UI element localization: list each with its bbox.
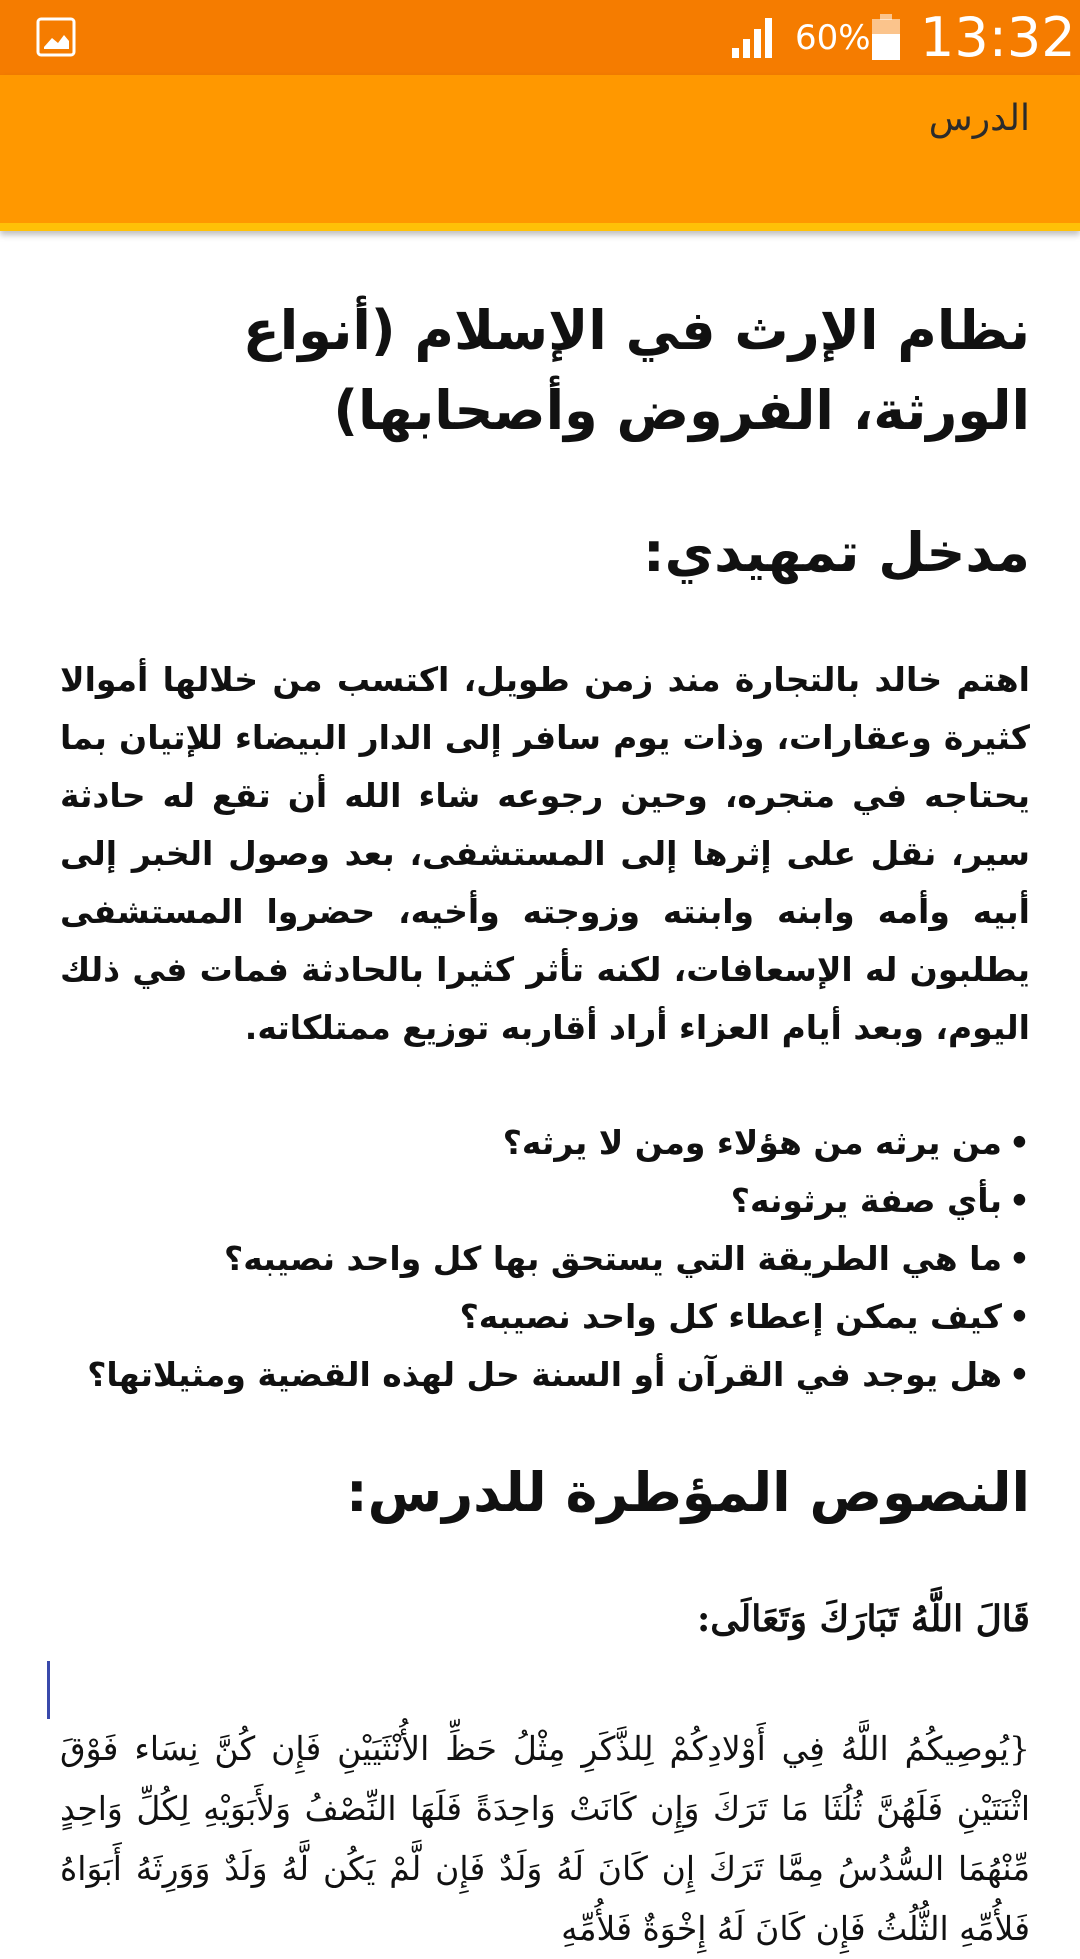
toolbar-accent-strip <box>0 223 1080 231</box>
question-text: هل يوجد في القرآن أو السنة حل لهذه القضية ومثيلاتها؟ <box>87 1355 1002 1394</box>
question-item <box>60 1346 1030 1404</box>
battery-percent: 60% <box>795 18 871 58</box>
status-bar <box>0 0 1080 75</box>
bullet: • <box>1008 1355 1030 1394</box>
battery-icon <box>870 12 902 62</box>
question-item <box>60 1114 1030 1172</box>
text-cursor <box>47 1661 50 1719</box>
app-toolbar <box>0 75 1080 231</box>
question-item <box>60 1288 1030 1346</box>
intro-heading: مدخل تمهيدي: <box>643 521 1030 584</box>
bullet: • <box>1008 1123 1030 1162</box>
intro-paragraph: اهتم خالد بالتجارة مند زمن طويل، اكتسب من خلالها أموالا كثيرة وعقارات، وذات يوم سافر إلى الدار البيضاء للإتيان بما يحتاجه في متجره، وحين رجوعه شاء الله أن تقع له حادثة سير، نقل على إثرها إلى المستشفى، بعد وصول الخبر إلى أبيه وأمه وابنه وابنته وزوجته وأخيه، حضروا المستشفى يطلبون له الإسعافات، لكنه تأثر كثيرا بالحادثة فمات في ذلك اليوم، وبعد أيام العزاء أراد أقاربه توزيع ممتلكاته. <box>60 660 1030 1047</box>
texts-heading: النصوص المؤطرة للدرس: <box>345 1461 1030 1524</box>
bullet: • <box>1008 1239 1030 1278</box>
question-item <box>60 1230 1030 1288</box>
signal-icon <box>730 14 778 60</box>
question-text: كيف يمكن إعطاء كل واحد نصيبه؟ <box>459 1297 1002 1336</box>
question-item <box>60 1172 1030 1230</box>
bullet: • <box>1008 1297 1030 1336</box>
quran-intro-line: قَالَ اللَّهُ تَبَارَكَ وَتَعَالَى: <box>696 1598 1030 1640</box>
question-text: ما هي الطريقة التي يستحق بها كل واحد نصيبه؟ <box>224 1239 1002 1278</box>
question-text: بأي صفة يرثونه؟ <box>730 1181 1002 1220</box>
toolbar-title: الدرس <box>928 98 1030 139</box>
question-text: من يرثه من هؤلاء ومن لا يرثه؟ <box>502 1123 1002 1162</box>
status-time: 13:32 <box>920 6 1076 69</box>
lesson-content[interactable] <box>0 231 1080 1948</box>
gallery-icon <box>36 17 76 57</box>
quran-verse: {يُوصِيكُمُ اللَّهُ فِي أَوْلادِكُمْ لِلذَّكَرِ مِثْلُ حَظِّ الأُنْثَيَيْنِ فَإِن كُنَّ نِسَاء فَوْقَ اثْنَتَيْنِ فَلَهُنَّ ثُلُثَا مَا تَرَكَ وَإِن كَانَتْ وَاحِدَةً فَلَهَا النِّصْفُ وَلأَبَوَيْهِ لِكُلِّ وَاحِدٍ مِّنْهُمَا السُّدُسُ مِمَّا تَرَكَ إِن كَانَ لَهُ وَلَدٌ فَإِن لَّمْ يَكُن لَّهُ وَلَدٌ وَوَرِثَهُ أَبَوَاهُ فَلأُمِّهِ الثُّلُثُ فَإِن كَانَ لَهُ إِخْوَةٌ فَلأُمِّهِ <box>60 1729 1030 1948</box>
bullet: • <box>1008 1181 1030 1220</box>
lesson-title: نظام الإرث في الإسلام (أنواع الورثة، الفروض وأصحابها) <box>242 299 1030 442</box>
questions-list <box>60 1114 1030 1404</box>
